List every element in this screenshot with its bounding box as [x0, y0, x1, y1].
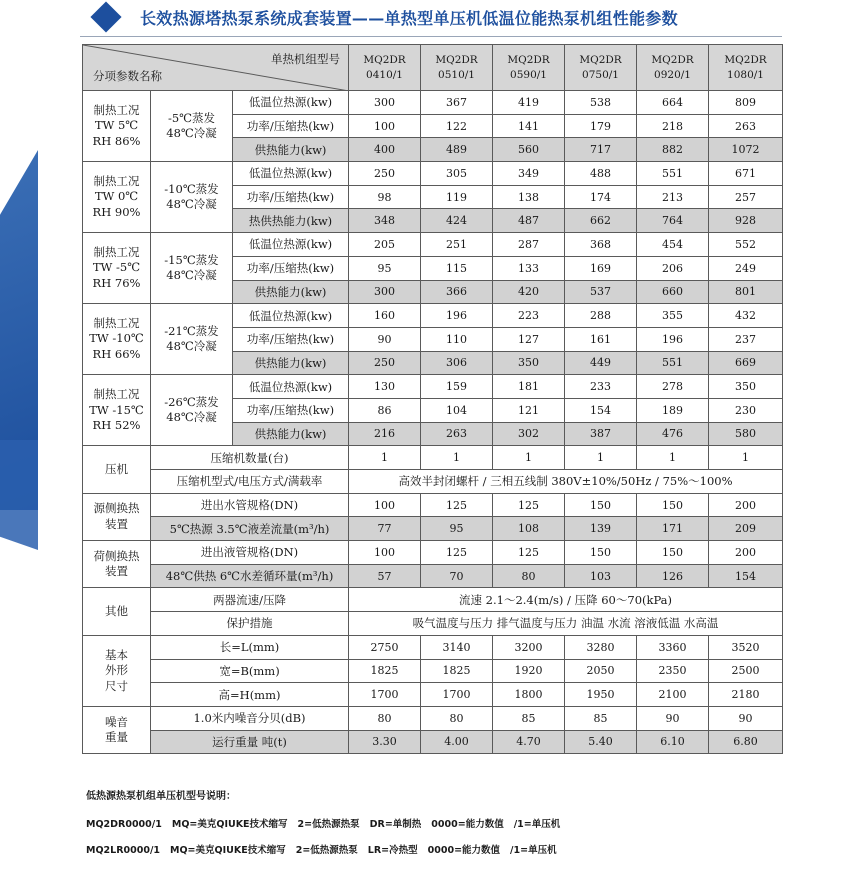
- value-cell: 249: [709, 256, 783, 280]
- note-line: [86, 842, 570, 856]
- value-cell: 1072: [709, 138, 783, 162]
- value-cell: 250: [349, 351, 421, 375]
- value-cell: 551: [637, 351, 709, 375]
- value-cell: 125: [421, 541, 493, 565]
- cell-line: TW -5℃: [92, 260, 141, 275]
- cell-line: 1080/1: [727, 68, 764, 81]
- evaporation-label: [151, 162, 233, 233]
- cell-line: MQ2DR: [579, 54, 622, 67]
- table-row: [83, 45, 783, 91]
- value-cell: 664: [637, 91, 709, 115]
- value-cell: 127: [493, 327, 565, 351]
- param-label: 宽=B(mm): [151, 659, 349, 683]
- value-cell: 223: [493, 304, 565, 328]
- section-dimensions: [83, 635, 151, 706]
- value-cell: 2750: [349, 635, 421, 659]
- value-cell: 216: [349, 422, 421, 446]
- table-row: [83, 91, 783, 115]
- cell-line: 48℃冷凝: [166, 268, 217, 283]
- cell-line: MQ2DR: [724, 54, 767, 67]
- value-cell: 189: [637, 398, 709, 422]
- value-cell: 100: [349, 114, 421, 138]
- note-part: 2=低热源热泵: [295, 845, 358, 856]
- note-part: MQ2LR0000/1: [86, 845, 161, 856]
- param-label: 压缩机型式/电压方式/满载率: [151, 470, 349, 494]
- value-cell: 432: [709, 304, 783, 328]
- table-row: [83, 233, 783, 257]
- param-label: 5℃热源 3.5℃液差流量(m³/h): [151, 517, 349, 541]
- value-cell: 108: [493, 517, 565, 541]
- section-other: 其他: [83, 588, 151, 635]
- condition-label: [83, 304, 151, 375]
- model-header: [493, 45, 565, 91]
- note-part: DR=单制热: [369, 819, 422, 830]
- value-cell: 103: [565, 564, 637, 588]
- cell-line: -5℃蒸发: [167, 110, 216, 125]
- table-row: [83, 683, 783, 707]
- cell-line: MQ2DR: [507, 54, 550, 67]
- value-cell: 1700: [421, 683, 493, 707]
- cell-line: RH 76%: [92, 275, 141, 290]
- value-cell: 169: [565, 256, 637, 280]
- value-cell: 95: [349, 256, 421, 280]
- value-cell: 2050: [565, 659, 637, 683]
- param-label: 48℃供热 6℃水差循环量(m³/h): [151, 564, 349, 588]
- value-cell: 355: [637, 304, 709, 328]
- value-cell: 85: [493, 706, 565, 730]
- condition-label: [83, 91, 151, 162]
- value-cell: 348: [349, 209, 421, 233]
- note-part: MQ=美克QIUKE技术缩写: [170, 845, 286, 856]
- cell-line: 制热工况: [93, 102, 140, 117]
- value-cell: 95: [421, 517, 493, 541]
- value-cell: 551: [637, 162, 709, 186]
- value-cell: 218: [637, 114, 709, 138]
- value-cell: 141: [493, 114, 565, 138]
- table-row: [83, 564, 783, 588]
- value-cell: 538: [565, 91, 637, 115]
- value-cell: 70: [421, 564, 493, 588]
- span-value: 流速 2.1～2.4(m/s) / 压降 60～70(kPa): [349, 588, 783, 612]
- header-diagonal-cell: [83, 45, 349, 91]
- value-cell: 1: [709, 446, 783, 470]
- cell-line: 0590/1: [510, 68, 547, 81]
- note-part: 2=低热源热泵: [297, 819, 360, 830]
- value-cell: 196: [421, 304, 493, 328]
- value-cell: 302: [493, 422, 565, 446]
- note-part: /1=单压机: [513, 819, 561, 830]
- value-cell: 154: [709, 564, 783, 588]
- value-cell: 2500: [709, 659, 783, 683]
- param-label: 保护措施: [151, 612, 349, 636]
- param-label: 功率/压缩热(kw): [233, 327, 349, 351]
- value-cell: 3140: [421, 635, 493, 659]
- model-header: [709, 45, 783, 91]
- value-cell: 2100: [637, 683, 709, 707]
- param-label: 压缩机数量(台): [151, 446, 349, 470]
- value-cell: 580: [709, 422, 783, 446]
- value-cell: 233: [565, 375, 637, 399]
- value-cell: 179: [565, 114, 637, 138]
- value-cell: 250: [349, 162, 421, 186]
- section-load-hx: [83, 541, 151, 588]
- value-cell: 174: [565, 185, 637, 209]
- value-cell: 764: [637, 209, 709, 233]
- value-cell: 171: [637, 517, 709, 541]
- section-noise-weight: [83, 706, 151, 753]
- model-header: [421, 45, 493, 91]
- value-cell: 263: [421, 422, 493, 446]
- param-label: 功率/压缩热(kw): [233, 256, 349, 280]
- value-cell: 660: [637, 280, 709, 304]
- note-part: LR=冷热型: [367, 845, 418, 856]
- cell-line: 48℃冷凝: [166, 197, 217, 212]
- value-cell: 85: [565, 706, 637, 730]
- value-cell: 1: [421, 446, 493, 470]
- value-cell: 489: [421, 138, 493, 162]
- span-value: 吸气温度与压力 排气温度与压力 油温 水流 溶液低温 水高温: [349, 612, 783, 636]
- condition-label: [83, 233, 151, 304]
- value-cell: 287: [493, 233, 565, 257]
- cell-line: 尺寸: [105, 678, 128, 693]
- value-cell: 4.70: [493, 730, 565, 754]
- cell-line: 0410/1: [366, 68, 403, 81]
- value-cell: 139: [565, 517, 637, 541]
- cell-line: 制热工况: [93, 315, 140, 330]
- value-cell: 1700: [349, 683, 421, 707]
- cell-line: 0920/1: [654, 68, 691, 81]
- value-cell: 160: [349, 304, 421, 328]
- cell-line: RH 52%: [92, 418, 141, 433]
- value-cell: 5.40: [565, 730, 637, 754]
- param-label: 高=H(mm): [151, 683, 349, 707]
- value-cell: 288: [565, 304, 637, 328]
- value-cell: 349: [493, 162, 565, 186]
- value-cell: 1800: [493, 683, 565, 707]
- value-cell: 476: [637, 422, 709, 446]
- cell-line: RH 66%: [92, 346, 141, 361]
- value-cell: 205: [349, 233, 421, 257]
- cell-line: 装置: [105, 564, 128, 579]
- value-cell: 138: [493, 185, 565, 209]
- param-label: 进出液管规格(DN): [151, 541, 349, 565]
- page-header: [0, 0, 860, 40]
- cell-line: 制热工况: [93, 387, 140, 401]
- value-cell: 159: [421, 375, 493, 399]
- value-cell: 90: [637, 706, 709, 730]
- value-cell: 133: [493, 256, 565, 280]
- cell-line: 48℃冷凝: [166, 339, 217, 354]
- value-cell: 882: [637, 138, 709, 162]
- cell-line: 装置: [105, 516, 128, 531]
- value-cell: 77: [349, 517, 421, 541]
- note-part: 0000=能力数值: [427, 845, 501, 856]
- cell-line: 源侧换热: [93, 501, 140, 516]
- param-label: 低温位热源(kw): [233, 375, 349, 399]
- table-row: [83, 162, 783, 186]
- value-cell: 801: [709, 280, 783, 304]
- cell-line: MQ2DR: [651, 54, 694, 67]
- cell-line: -10℃蒸发: [164, 181, 219, 196]
- value-cell: 300: [349, 280, 421, 304]
- param-label: 供热能力(kw): [233, 280, 349, 304]
- table-row: [83, 612, 783, 636]
- value-cell: 2350: [637, 659, 709, 683]
- note-part: 0000=能力数值: [431, 819, 504, 830]
- cell-line: RH 86%: [92, 133, 141, 148]
- table-row: [83, 541, 783, 565]
- value-cell: 560: [493, 138, 565, 162]
- evaporation-label: [151, 233, 233, 304]
- value-cell: 230: [709, 398, 783, 422]
- value-cell: 200: [709, 541, 783, 565]
- condition-label: [83, 375, 151, 446]
- value-cell: 150: [565, 493, 637, 517]
- param-label: 功率/压缩热(kw): [233, 185, 349, 209]
- cell-line: -26℃蒸发: [164, 394, 219, 409]
- value-cell: 90: [349, 327, 421, 351]
- cell-line: 0510/1: [438, 68, 475, 81]
- cell-line: 荷侧换热: [93, 548, 140, 563]
- value-cell: 669: [709, 351, 783, 375]
- value-cell: 100: [349, 541, 421, 565]
- param-label: 功率/压缩热(kw): [233, 114, 349, 138]
- table-row: [83, 375, 783, 399]
- cell-line: 重量: [105, 730, 128, 745]
- value-cell: 419: [493, 91, 565, 115]
- cell-line: TW -10℃: [89, 331, 144, 346]
- model-notes: [86, 787, 570, 868]
- value-cell: 717: [565, 138, 637, 162]
- diamond-icon: [90, 1, 121, 32]
- value-cell: 387: [565, 422, 637, 446]
- value-cell: 150: [637, 493, 709, 517]
- cell-line: 噪音: [105, 714, 128, 729]
- note-part: MQ2DR0000/1: [86, 819, 162, 830]
- value-cell: 367: [421, 91, 493, 115]
- value-cell: 119: [421, 185, 493, 209]
- cell-line: 基本: [105, 647, 128, 662]
- value-cell: 125: [493, 541, 565, 565]
- notes-title: 低热源热泵机组单压机型号说明：: [86, 791, 236, 802]
- note-line: [86, 816, 570, 830]
- value-cell: 3200: [493, 635, 565, 659]
- value-cell: 1: [349, 446, 421, 470]
- param-label: 低温位热源(kw): [233, 304, 349, 328]
- value-cell: 928: [709, 209, 783, 233]
- value-cell: 57: [349, 564, 421, 588]
- value-cell: 1: [493, 446, 565, 470]
- value-cell: 6.10: [637, 730, 709, 754]
- table-row: [83, 304, 783, 328]
- cell-line: 48℃冷凝: [166, 126, 217, 141]
- header-rule: [80, 36, 782, 37]
- value-cell: 206: [637, 256, 709, 280]
- table-row: [83, 706, 783, 730]
- value-cell: 420: [493, 280, 565, 304]
- table-row: [83, 659, 783, 683]
- value-cell: 454: [637, 233, 709, 257]
- value-cell: 110: [421, 327, 493, 351]
- param-label: 供热能力(kw): [233, 351, 349, 375]
- value-cell: 300: [349, 91, 421, 115]
- value-cell: 213: [637, 185, 709, 209]
- value-cell: 90: [709, 706, 783, 730]
- value-cell: 552: [709, 233, 783, 257]
- value-cell: 4.00: [421, 730, 493, 754]
- value-cell: 257: [709, 185, 783, 209]
- value-cell: 122: [421, 114, 493, 138]
- section-source-hx: [83, 493, 151, 540]
- value-cell: 80: [349, 706, 421, 730]
- value-cell: 126: [637, 564, 709, 588]
- param-label: 长=L(mm): [151, 635, 349, 659]
- note-part: /1=单压机: [510, 845, 557, 856]
- value-cell: 100: [349, 493, 421, 517]
- evaporation-label: [151, 304, 233, 375]
- value-cell: 449: [565, 351, 637, 375]
- cell-line: -15℃蒸发: [164, 252, 219, 267]
- value-cell: 366: [421, 280, 493, 304]
- value-cell: 130: [349, 375, 421, 399]
- value-cell: 662: [565, 209, 637, 233]
- value-cell: 200: [709, 493, 783, 517]
- value-cell: 121: [493, 398, 565, 422]
- model-header: [565, 45, 637, 91]
- table-row: [83, 470, 783, 494]
- value-cell: 154: [565, 398, 637, 422]
- param-label: 低温位热源(kw): [233, 91, 349, 115]
- table-row: [83, 588, 783, 612]
- value-cell: 2180: [709, 683, 783, 707]
- value-cell: 125: [493, 493, 565, 517]
- value-cell: 209: [709, 517, 783, 541]
- value-cell: 1920: [493, 659, 565, 683]
- cell-line: TW 5℃: [94, 118, 139, 133]
- param-label: 低温位热源(kw): [233, 162, 349, 186]
- value-cell: 86: [349, 398, 421, 422]
- value-cell: 3280: [565, 635, 637, 659]
- cell-line: 0750/1: [582, 68, 619, 81]
- header-model-label: 单热机组型号: [271, 52, 341, 66]
- param-label: 供热能力(kw): [233, 138, 349, 162]
- value-cell: 80: [421, 706, 493, 730]
- param-label: 两器流速/压降: [151, 588, 349, 612]
- table-row: [83, 517, 783, 541]
- cell-line: 制热工况: [93, 244, 140, 259]
- value-cell: 115: [421, 256, 493, 280]
- side-stripe-lower: [0, 440, 38, 550]
- value-cell: 1: [637, 446, 709, 470]
- model-header: [349, 45, 421, 91]
- header-param-label: 分项参数名称: [93, 69, 162, 83]
- param-label: 供热能力(kw): [233, 422, 349, 446]
- value-cell: 161: [565, 327, 637, 351]
- value-cell: 125: [421, 493, 493, 517]
- value-cell: 251: [421, 233, 493, 257]
- value-cell: 306: [421, 351, 493, 375]
- value-cell: 305: [421, 162, 493, 186]
- cell-line: RH 90%: [92, 204, 141, 219]
- cell-line: MQ2DR: [363, 54, 406, 67]
- section-compressor: 压机: [83, 446, 151, 493]
- evaporation-label: [151, 91, 233, 162]
- value-cell: 350: [493, 351, 565, 375]
- value-cell: 1825: [349, 659, 421, 683]
- table-row: [83, 730, 783, 754]
- value-cell: 104: [421, 398, 493, 422]
- note-part: MQ=美克QIUKE技术缩写: [171, 819, 288, 830]
- value-cell: 424: [421, 209, 493, 233]
- value-cell: 80: [493, 564, 565, 588]
- value-cell: 487: [493, 209, 565, 233]
- value-cell: 6.80: [709, 730, 783, 754]
- value-cell: 3.30: [349, 730, 421, 754]
- value-cell: 278: [637, 375, 709, 399]
- value-cell: 98: [349, 185, 421, 209]
- value-cell: 150: [565, 541, 637, 565]
- value-cell: 671: [709, 162, 783, 186]
- cell-line: TW 0℃: [94, 189, 139, 204]
- spec-table: [82, 44, 783, 754]
- param-label: 功率/压缩热(kw): [233, 398, 349, 422]
- cell-line: 48℃冷凝: [166, 410, 217, 425]
- condition-label: [83, 162, 151, 233]
- param-label: 运行重量 吨(t): [151, 730, 349, 754]
- evaporation-label: [151, 375, 233, 446]
- param-label: 热供热能力(kw): [233, 209, 349, 233]
- value-cell: 237: [709, 327, 783, 351]
- value-cell: 3520: [709, 635, 783, 659]
- cell-line: MQ2DR: [435, 54, 478, 67]
- table-row: [83, 635, 783, 659]
- table-row: [83, 493, 783, 517]
- param-label: 1.0米内噪音分贝(dB): [151, 706, 349, 730]
- value-cell: 196: [637, 327, 709, 351]
- value-cell: 1950: [565, 683, 637, 707]
- value-cell: 1: [565, 446, 637, 470]
- value-cell: 150: [637, 541, 709, 565]
- value-cell: 368: [565, 233, 637, 257]
- table-row: [83, 446, 783, 470]
- value-cell: 1825: [421, 659, 493, 683]
- cell-line: -21℃蒸发: [164, 323, 219, 338]
- span-value: 高效半封闭螺杆 / 三相五线制 380V±10%/50Hz / 75%～100%: [349, 470, 783, 494]
- param-label: 低温位热源(kw): [233, 233, 349, 257]
- value-cell: 488: [565, 162, 637, 186]
- cell-line: 外形: [105, 663, 128, 678]
- param-label: 进出水管规格(DN): [151, 493, 349, 517]
- value-cell: 537: [565, 280, 637, 304]
- model-header: [637, 45, 709, 91]
- value-cell: 3360: [637, 635, 709, 659]
- page-title: 长效热源塔热泵系统成套装置——单热型单压机低温位能热泵机组性能参数: [140, 9, 678, 28]
- value-cell: 350: [709, 375, 783, 399]
- value-cell: 400: [349, 138, 421, 162]
- value-cell: 809: [709, 91, 783, 115]
- cell-line: 制热工况: [93, 173, 140, 188]
- cell-line: TW -15℃: [89, 402, 144, 417]
- value-cell: 181: [493, 375, 565, 399]
- value-cell: 263: [709, 114, 783, 138]
